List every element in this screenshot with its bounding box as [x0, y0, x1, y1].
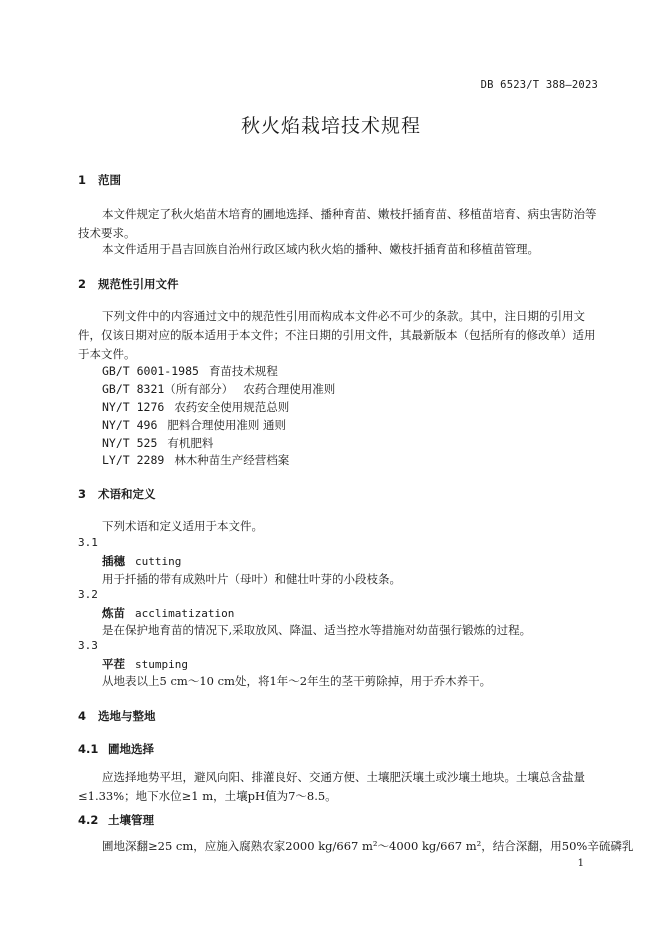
page-title: 秋火焰栽培技术规程: [240, 115, 421, 137]
page-number: 1: [577, 858, 584, 869]
subsection-number: 4.1: [78, 742, 99, 756]
section-1-paragraph-2: 本文件适用于昌吉回族自治州行政区域内秋火焰的播种、嫩枝扦插育苗和移植苗管理。: [102, 242, 539, 256]
term-definition: 是在保护地育苗的情况下,采取放风、降温、适当控水等措施对幼苗强行锻炼的过程。: [102, 623, 532, 637]
section-heading-1: [78, 172, 121, 188]
section-number: 2: [78, 277, 87, 291]
reference-item: NY/T 496 肥料合理使用准则 通则: [102, 418, 287, 432]
term-number: 3.2: [78, 588, 98, 601]
subsection-heading-4-1: [78, 741, 154, 757]
term-definition: 用于扦插的带有成熟叶片（母叶）和健壮叶芽的小段枝条。: [102, 572, 401, 586]
term-heading: 平茬 stumping: [102, 657, 188, 671]
reference-item: GB/T 6001-1985 育苗技术规程: [102, 364, 278, 378]
section-1-paragraph-1: 本文件规定了秋火焰苗木培育的圃地选择、播种育苗、嫩枝扦插育苗、移植苗培育、病虫害防治等技术要求。: [78, 207, 597, 240]
section-2-intro: 下列文件中的内容通过文中的规范性引用而构成本文件必不可少的条款。其中，注日期的引用文件，仅该日期对应的版本适用于本文件；不注日期的引用文件，其最新版本（包括所有的修改单）适用于本文件。: [78, 309, 596, 361]
reference-item: LY/T 2289 林木种苗生产经营档案: [102, 453, 290, 467]
section-heading-2: [78, 276, 179, 292]
section-heading-3: [78, 486, 156, 502]
term-heading: 炼苗 acclimatization: [102, 606, 235, 620]
section-heading-4: [78, 708, 156, 724]
section-title: 规范性引用文件: [98, 277, 179, 291]
section-title: 范围: [98, 173, 121, 187]
subsection-number: 4.2: [78, 813, 99, 827]
section-number: 3: [78, 487, 87, 501]
term-number: 3.1: [78, 536, 98, 549]
section-3-intro: 下列术语和定义适用于本文件。: [102, 519, 263, 533]
reference-item: NY/T 525 有机肥料: [102, 436, 214, 450]
subsection-4-2-text: 圃地深翻≥25 cm，应施入腐熟农家2000 kg/667 m²～4000 kg/667 m²，结合深翻，用50%辛硫磷乳: [102, 839, 634, 853]
section-title: 选地与整地: [98, 709, 156, 723]
term-definition: 从地表以上5 cm～10 cm处，将1年～2年生的茎干剪除掉，用于乔木养干。: [102, 674, 492, 688]
reference-item: NY/T 1276 农药安全使用规范总则: [102, 400, 290, 414]
subsection-title: 圃地选择: [108, 742, 154, 756]
document-code: DB 6523/T 388—2023: [480, 79, 598, 91]
section-number: 4: [78, 709, 87, 723]
subsection-heading-4-2: [78, 812, 154, 828]
subsection-4-1-text: 应选择地势平坦，避风向阳、排灌良好、交通方便、土壤肥沃壤土或沙壤土地块。土壤总含盐量≤1.33%；地下水位≥1 m，土壤pH值为7～8.5。: [78, 770, 585, 803]
term-number: 3.3: [78, 639, 98, 652]
section-number: 1: [78, 173, 87, 187]
subsection-title: 土壤管理: [108, 813, 154, 827]
reference-item: GB/T 8321（所有部分） 农药合理使用准则: [102, 382, 336, 396]
section-title: 术语和定义: [98, 487, 156, 501]
term-heading: 插穗 cutting: [102, 554, 182, 568]
